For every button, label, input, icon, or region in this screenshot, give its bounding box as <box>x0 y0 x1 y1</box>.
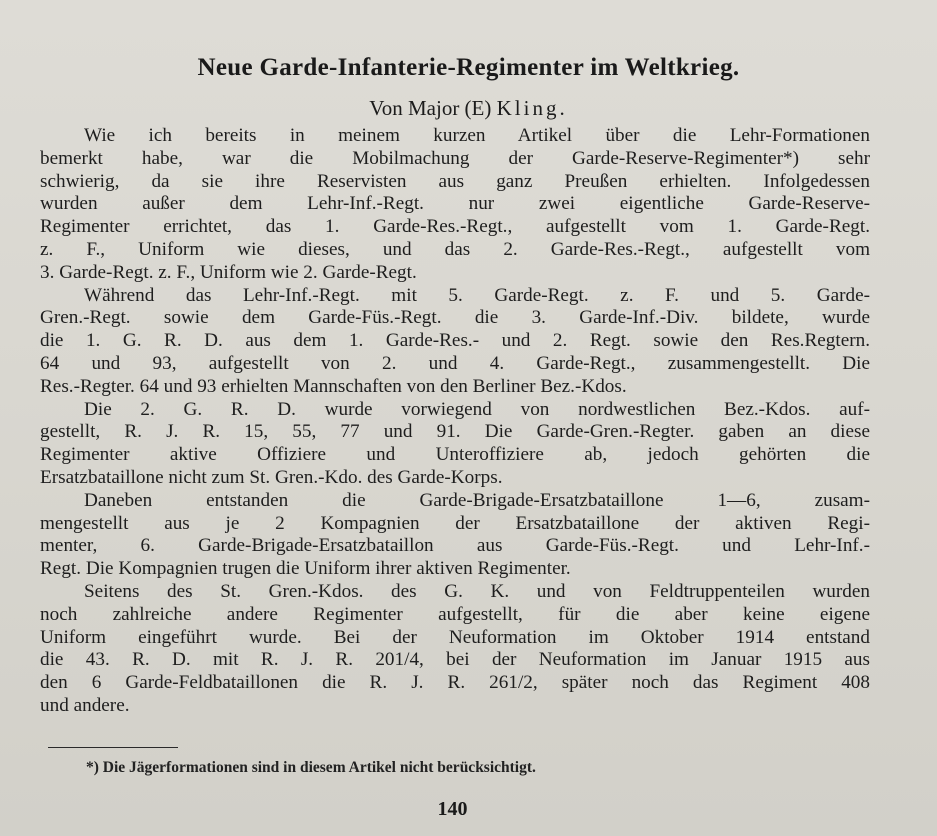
text-line: Res.-Regter. 64 und 93 erhielten Mannschaften von den Berliner Bez.-Kdos. <box>40 375 627 397</box>
article-author <box>0 96 937 121</box>
text-line: Die 2. G. R. D. wurde vorwiegend von nordwestlichen Bez.-Kdos. auf- <box>84 398 870 420</box>
text-line: noch zahlreiche andere Regimenter aufgestellt, für die aber keine eigene <box>40 603 870 625</box>
text-line: bemerkt habe, war die Mobilmachung der Garde-Reserve-Regimenter*) sehr <box>40 147 870 169</box>
text-line: Während das Lehr-Inf.-Regt. mit 5. Garde-Regt. z. F. und 5. Garde- <box>84 284 870 306</box>
text-line: Daneben entstanden die Garde-Brigade-Ersatzbataillone 1—6, zusam- <box>84 489 870 511</box>
text-line: Regimenter aktive Offiziere und Unteroffiziere ab, jedoch gehörten die <box>40 444 870 466</box>
text-line: Regimenter errichtet, das 1. Garde-Res.-Regt., aufgestellt vom 1. Garde-Regt. <box>40 216 870 238</box>
footnote: *) Die Jägerformationen sind in diesem Artikel nicht berücksichtigt. <box>86 759 536 776</box>
author-prefix: Von Major (E) <box>369 96 492 120</box>
text-line: 64 und 93, aufgestellt von 2. und 4. Garde-Regt., zusammengestellt. Die <box>40 352 870 374</box>
text-line: mengestellt aus je 2 Kompagnien der Ersatzbataillone der aktiven Regi- <box>40 512 870 534</box>
text-line: die 43. R. D. mit R. J. R. 201/4, bei der Neuformation im Januar 1915 aus <box>40 649 870 671</box>
paragraph-3 <box>40 399 870 490</box>
author-name: Kling. <box>496 96 568 120</box>
paragraph-1 <box>40 125 870 285</box>
text-line: Wie ich bereits in meinem kurzen Artikel über die Lehr-Formationen <box>84 125 870 146</box>
footnote-divider <box>48 747 178 748</box>
text-line: menter, 6. Garde-Brigade-Ersatzbataillon aus Garde-Füs.-Regt. und Lehr-Inf.- <box>40 535 870 557</box>
text-line: wurden außer dem Lehr-Inf.-Regt. nur zwei eigentliche Garde-Reserve- <box>40 193 870 215</box>
text-line: Gren.-Regt. sowie dem Garde-Füs.-Regt. die 3. Garde-Inf.-Div. bildete, wurde <box>40 307 870 329</box>
text-line: und andere. <box>40 694 130 716</box>
text-line: z. F., Uniform wie dieses, und das 2. Garde-Res.-Regt., aufgestellt vom <box>40 238 870 260</box>
text-line: die 1. G. R. D. aus dem 1. Garde-Res.- und 2. Regt. sowie den Res.Regtern. <box>40 330 870 352</box>
text-line: schwierig, da sie ihre Reservisten aus ganz Preußen erhielten. Infolgedessen <box>40 170 870 192</box>
page-number: 140 <box>437 798 468 820</box>
text-line: Seitens des St. Gren.-Kdos. des G. K. und von Feldtruppenteilen wurden <box>84 580 870 602</box>
paragraph-5 <box>40 581 870 718</box>
text-line: gestellt, R. J. R. 15, 55, 77 und 91. Die Garde-Gren.-Regter. gaben an diese <box>40 421 870 443</box>
text-line: Uniform eingeführt wurde. Bei der Neuformation im Oktober 1914 entstand <box>40 626 870 648</box>
text-line: Regt. Die Kompagnien trugen die Uniform ihrer aktiven Regimenter. <box>40 558 571 580</box>
text-line: den 6 Garde-Feldbataillonen die R. J. R. 261/2, später noch das Regiment 408 <box>40 672 870 694</box>
paragraph-2 <box>40 285 870 399</box>
text-line: Ersatzbataillone nicht zum St. Gren.-Kdo. des Garde-Korps. <box>40 466 503 488</box>
paragraph-4 <box>40 490 870 581</box>
text-line: 3. Garde-Regt. z. F., Uniform wie 2. Garde-Regt. <box>40 261 417 283</box>
article-title: Neue Garde-Infanterie-Regimenter im Weltkrieg. <box>197 54 740 81</box>
article-body <box>40 125 870 718</box>
